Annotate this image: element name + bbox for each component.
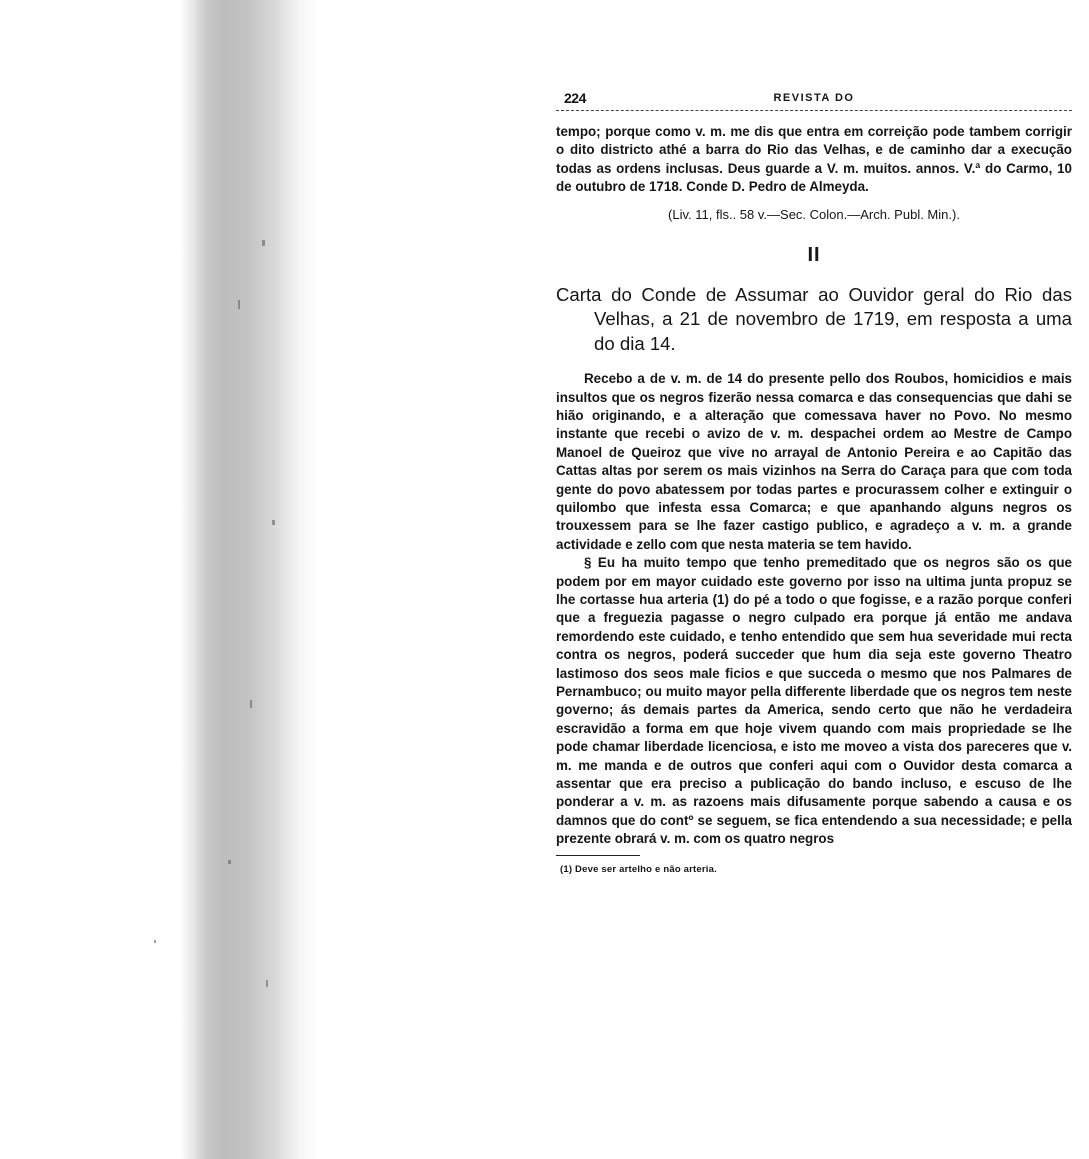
document-page	[556, 88, 1072, 875]
letter-heading: Carta do Conde de Assumar ao Ouvidor geral do Rio das Velhas, a 21 de novembro de 1719, em resposta a uma do dia 14.	[556, 283, 1072, 354]
footnote-divider	[556, 855, 640, 856]
opening-paragraph: tempo; porque como v. m. me dis que entra em correição pode tambem corrigir o dito districto athé a barra do Rio das Velhas, e de caminho dar a execução todas as ordens inclusas. Deus guarde a V. m. muitos. annos. V.ª do Carmo, 10 de outubro de 1718. Conde D. Pedro de Almeyda.	[556, 124, 1072, 195]
section-number: II	[807, 243, 821, 266]
body-paragraph-1: Recebo a de v. m. de 14 do presente pello dos Roubos, homicidios e mais insultos que os negros fizerão nessa comarca e das consequencias que dahi se hião originando, e a alteração que comessava haver no Povo. No mesmo instante que recebi o avizo de v. m. despachei ordem ao Mestre de Campo Manoel de Queiroz que vive no arrayal de Antonio Pereira e ao Capitão das Cattas altas por serem os mais vizinhos na Serra do Caraça para que com toda gente do povo abatessem por todas partes e procurassem colher e extinguir o quilombo que infesta essa Comarca; e que apanhando alguns negros os trouxessem para se lhe fazer castigo publico, e agradeço a v. m. a grande actividade e zello com que nesta materia se tem havido.	[556, 371, 1072, 552]
source-citation: (Liv. 11, fls.. 58 v.—Sec. Colon.—Arch. Publ. Min.).	[668, 206, 960, 222]
footnote: (1) Deve ser artelho e não arteria.	[560, 863, 717, 875]
body-paragraph-2: § Eu ha muito tempo que tenho premeditado que os negros são os que podem por em mayor cuidado este governo por isso na ultima junta propuz se lhe cortasse hua arteria (1) do pé a todo o que fogisse, e a razão porque conferi que a freguezia pagasse o negro culpado era porque já então me andava remordendo este cuidado, e tenho entendido que sem hua severidade mui recta contra os negros, poderá succeder que hum dia seja este governo Theatro lastimoso dos seos male ficios e que succeda o mesmo que nos Palmares de Pernambuco; ou muito mayor pella differente liberdade que os negros tem neste governo; ás demais partes da America, sendo certo que não he verdadeira escravidão a forma em que hoje vivem quando com mais propriedade se lhe pode chamar liberdade licenciosa, e isto me moveo a vista dos pareceres que v. m. me manda e de outros que conferi aqui com o Ouvidor desta comarca a assentar que era preciso a publicação do bando incluso, e escuso de lhe ponderar a v. m. as razoens mais difusamente porque sabendo a causa e os damnos que do contº se seguem, se fica entendendo a sua necessidade; e pella prezente obrará v. m. com os quatro negros	[556, 555, 1072, 847]
page-number: 224	[564, 90, 586, 106]
scan-gutter	[0, 0, 320, 1159]
running-header	[556, 88, 1072, 111]
running-title: REVISTA DO	[773, 92, 855, 104]
